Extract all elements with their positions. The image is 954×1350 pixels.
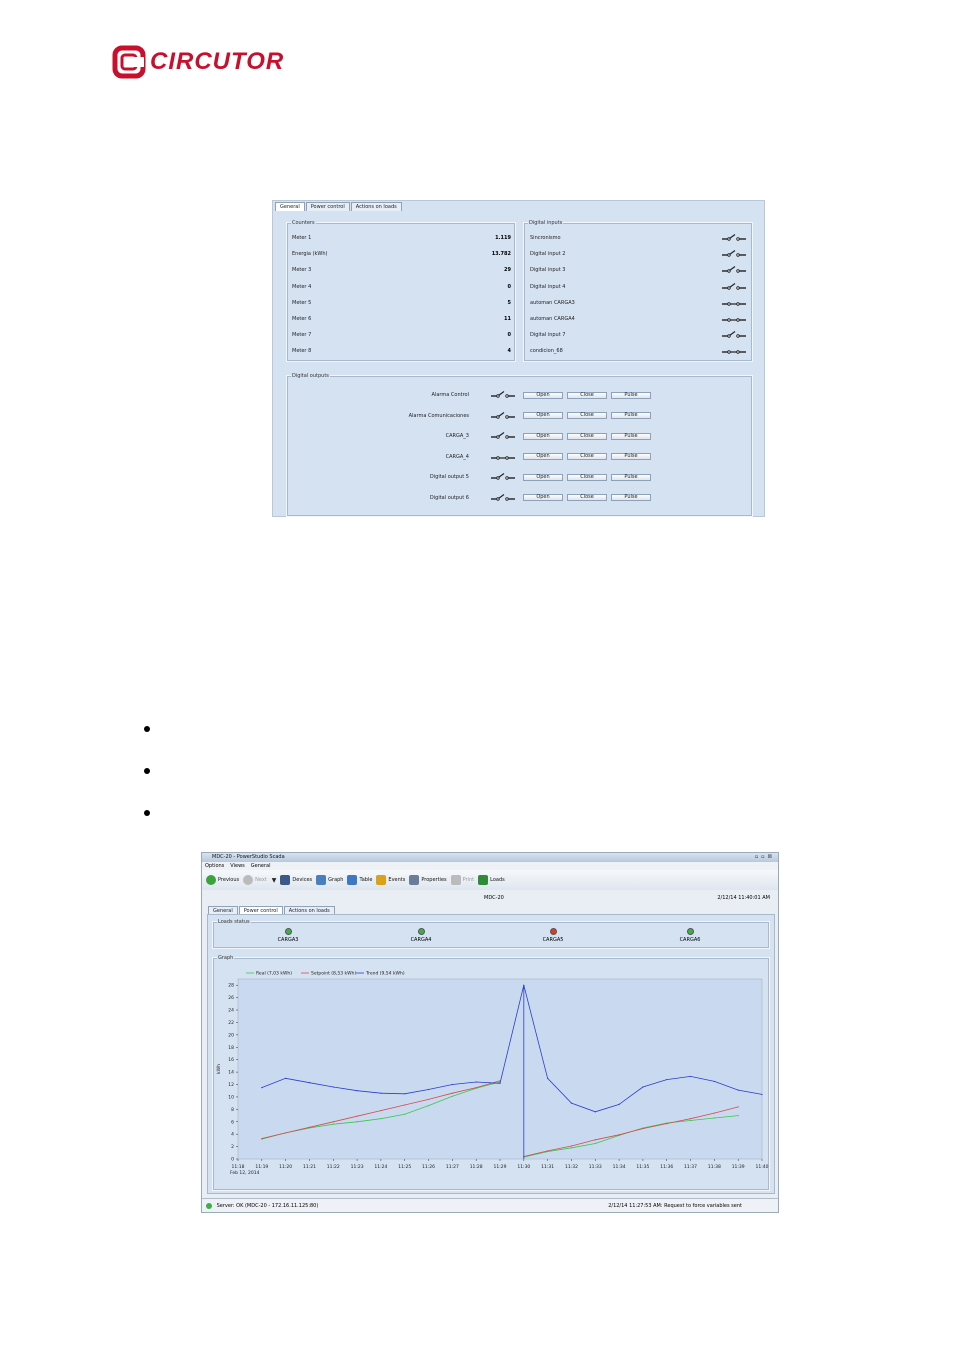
- data-point: [356, 1121, 357, 1122]
- digital-output-label: CARGA_3: [445, 433, 469, 439]
- counter-label: Meter 6: [292, 316, 312, 322]
- window-controls: [755, 853, 775, 862]
- data-point: [333, 1121, 334, 1122]
- data-point: [499, 1083, 500, 1084]
- x-tick-label: 11:19: [255, 1165, 269, 1170]
- counter-value: 4: [507, 348, 511, 355]
- data-point: [404, 1104, 405, 1105]
- graph-icon: [316, 875, 326, 885]
- y-tick-label: 0: [231, 1157, 234, 1163]
- tab-general[interactable]: General: [275, 202, 305, 211]
- counter-label: Meter 3: [292, 267, 312, 274]
- data-point: [642, 1086, 643, 1087]
- toolbar-label: Properties: [421, 877, 447, 883]
- data-point: [452, 1084, 453, 1085]
- digital-output-label: Alarma Comunicaciones: [408, 412, 469, 419]
- switch-open-icon: [722, 266, 746, 274]
- graph-title: Graph: [218, 955, 234, 961]
- circutor-logo-mark: [112, 45, 146, 79]
- server-status-text: Server: OK (MDC-20 - 172.16.11.125:80): [216, 1203, 319, 1209]
- toolbar-previous-button[interactable]: [206, 875, 239, 885]
- device-name: MDC-20: [484, 895, 504, 901]
- x-tick-label: 11:28: [469, 1165, 483, 1170]
- counters-title: Counters: [292, 220, 315, 226]
- digital-output-switch: [491, 391, 515, 399]
- load-label: CARGA3: [277, 937, 299, 943]
- digital-input-switch: [722, 266, 746, 274]
- digital-output-label: Digital output 5: [429, 474, 469, 480]
- open-button[interactable]: Open: [523, 453, 563, 460]
- data-point: [309, 1127, 310, 1128]
- y-tick-label: 20: [228, 1033, 234, 1039]
- digital-input-switch: [722, 315, 746, 323]
- tab-general[interactable]: General: [208, 906, 238, 915]
- legend-label: Real (7,03 kWh): [256, 971, 292, 977]
- data-point: [595, 1111, 596, 1112]
- y-tick-label: 24: [228, 1008, 234, 1014]
- digital-input-switch: [722, 331, 746, 339]
- green-status-led-icon: [687, 928, 694, 935]
- menu-general[interactable]: General: [250, 863, 271, 869]
- open-button[interactable]: Open: [523, 412, 563, 419]
- switch-closed-icon: [491, 453, 515, 461]
- toolbar-label: Table: [359, 877, 373, 883]
- forward-arrow-icon: [243, 875, 253, 885]
- data-point: [690, 1076, 691, 1077]
- green-status-led-icon: [285, 928, 292, 935]
- switch-open-icon: [491, 391, 515, 399]
- power-control-panel: [207, 914, 775, 1194]
- x-tick-label: 11:38: [707, 1165, 721, 1170]
- digital-input-label: Digital input 4: [530, 283, 566, 290]
- x-tick-label: 11:40: [755, 1165, 769, 1170]
- current-datetime: 2/12/14 11:40:01 AM: [717, 895, 770, 901]
- data-point: [547, 1150, 548, 1151]
- toolbar: [202, 870, 778, 890]
- load-indicator: [670, 928, 710, 943]
- y-tick-label: 12: [228, 1083, 234, 1089]
- data-point: [738, 1090, 739, 1091]
- digital-output-switch: [491, 473, 515, 481]
- data-point: [380, 1110, 381, 1111]
- data-point: [428, 1105, 429, 1106]
- menu-views[interactable]: Views: [230, 863, 245, 869]
- y-axis-label: kWh: [217, 1064, 222, 1074]
- digital-input-switch: [722, 250, 746, 258]
- circutor-logo: [112, 44, 292, 80]
- counters-group: [286, 222, 516, 362]
- x-tick-label: 11:26: [422, 1165, 436, 1170]
- bullet-point: [144, 810, 150, 816]
- maximize-icon[interactable]: ▫: [761, 854, 768, 860]
- y-tick-label: 22: [228, 1020, 234, 1026]
- toolbar-graph-button[interactable]: [316, 875, 343, 885]
- data-point: [380, 1093, 381, 1094]
- digital-inputs-title: Digital inputs: [529, 220, 563, 226]
- switch-closed-icon: [722, 347, 746, 355]
- data-point: [714, 1117, 715, 1118]
- switch-open-icon: [491, 494, 515, 502]
- digital-inputs-group: [523, 222, 753, 362]
- data-point: [571, 1145, 572, 1146]
- counter-value: 13.782: [491, 251, 511, 258]
- devices-icon: [280, 875, 290, 885]
- toolbar-next-button: [243, 875, 276, 885]
- menu-bar: [202, 862, 778, 870]
- brand-name: CIRCUTOR: [150, 48, 285, 75]
- counter-value: 0: [507, 283, 511, 290]
- digital-output-switch: [491, 432, 515, 440]
- counter-label: Meter 5: [292, 299, 312, 306]
- digital-input-switch: [722, 347, 746, 355]
- back-arrow-icon: [206, 875, 216, 885]
- data-point: [571, 1103, 572, 1104]
- tab-power-control[interactable]: Power control: [306, 202, 350, 211]
- pulse-button[interactable]: Pulse: [611, 453, 651, 460]
- x-tick-label: 11:31: [541, 1165, 555, 1170]
- data-point: [690, 1118, 691, 1119]
- pulse-button[interactable]: Pulse: [611, 412, 651, 419]
- y-tick-label: 16: [228, 1058, 234, 1064]
- data-point: [404, 1093, 405, 1094]
- digital-input-label: condicion_68: [530, 348, 563, 355]
- digital-input-label: automan CARGA4: [530, 316, 575, 322]
- close-button[interactable]: Close: [567, 392, 607, 399]
- digital-input-switch: [722, 283, 746, 291]
- data-point: [356, 1090, 357, 1091]
- counter-label: Meter 7: [292, 332, 312, 339]
- data-point: [666, 1079, 667, 1080]
- counter-value: 1.119: [495, 235, 511, 241]
- x-tick-label: 11:24: [374, 1165, 388, 1170]
- tab-actions-on-loads[interactable]: Actions on loads: [284, 906, 335, 915]
- data-point: [714, 1081, 715, 1082]
- close-button[interactable]: Close: [567, 474, 607, 481]
- data-point: [476, 1087, 477, 1088]
- y-tick-label: 4: [231, 1132, 234, 1138]
- close-button[interactable]: Close: [567, 494, 607, 501]
- menu-options[interactable]: Options: [205, 863, 225, 869]
- data-point: [285, 1078, 286, 1079]
- counter-value: 11: [504, 316, 511, 322]
- load-label: CARGA5: [542, 937, 564, 943]
- data-point: [738, 1106, 739, 1107]
- counter-label: Meter 1: [292, 235, 312, 241]
- energy-chart: [212, 963, 770, 1189]
- x-tick-label: 11:35: [636, 1165, 650, 1170]
- load-label: CARGA6: [679, 937, 701, 943]
- data-point: [666, 1123, 667, 1124]
- bullet-point: [144, 726, 150, 732]
- x-date-label: Feb 12, 2014: [230, 1171, 260, 1176]
- data-point: [333, 1086, 334, 1087]
- toolbar-events-button[interactable]: [376, 875, 405, 885]
- data-point: [261, 1087, 262, 1088]
- tab-power-control[interactable]: Power control: [239, 906, 283, 915]
- toolbar-label: Next: [255, 877, 267, 883]
- digital-outputs-title: Digital outputs: [292, 373, 329, 379]
- loads-check-icon: [478, 875, 488, 885]
- switch-open-icon: [722, 331, 746, 339]
- data-point: [618, 1134, 619, 1135]
- data-point: [428, 1089, 429, 1090]
- data-point: [476, 1081, 477, 1082]
- bullet-point: [144, 768, 150, 774]
- switch-open-icon: [722, 234, 746, 242]
- server-status-icon: [206, 1203, 212, 1209]
- y-tick-label: 14: [228, 1070, 234, 1076]
- x-tick-label: 11:22: [326, 1165, 340, 1170]
- x-tick-label: 11:20: [279, 1165, 293, 1170]
- toolbar-properties-button[interactable]: [409, 875, 446, 885]
- screenshot-general-tab: [272, 200, 765, 517]
- toolbar-label: Loads: [490, 877, 505, 883]
- digital-output-switch: [491, 412, 515, 420]
- digital-input-switch: [722, 299, 746, 307]
- open-button[interactable]: Open: [523, 433, 563, 440]
- tab-actions-on-loads[interactable]: Actions on loads: [351, 202, 402, 211]
- data-point: [452, 1093, 453, 1094]
- x-tick-label: 11:25: [398, 1165, 412, 1170]
- data-point: [333, 1124, 334, 1125]
- green-status-led-icon: [418, 928, 425, 935]
- x-tick-label: 11:23: [350, 1165, 364, 1170]
- x-tick-label: 11:21: [302, 1165, 316, 1170]
- switch-open-icon: [491, 473, 515, 481]
- toolbar-table-button[interactable]: [347, 875, 372, 885]
- legend-label: Setpoint (8,53 kWh): [311, 971, 357, 977]
- x-tick-label: 11:32: [564, 1165, 578, 1170]
- digital-outputs-group: [286, 375, 753, 517]
- x-tick-label: 11:29: [493, 1165, 507, 1170]
- data-point: [690, 1120, 691, 1121]
- open-button[interactable]: Open: [523, 474, 563, 481]
- x-tick-label: 11:33: [588, 1165, 602, 1170]
- digital-input-label: Digital input 3: [530, 267, 566, 274]
- data-point: [642, 1128, 643, 1129]
- toolbar-print-button: [451, 875, 475, 885]
- switch-closed-icon: [722, 299, 746, 307]
- digital-input-label: automan CARGA3: [530, 299, 575, 306]
- y-tick-label: 18: [228, 1045, 234, 1051]
- switch-open-icon: [491, 432, 515, 440]
- open-button[interactable]: Open: [523, 392, 563, 399]
- y-tick-label: 10: [228, 1095, 234, 1101]
- close-button[interactable]: Close: [567, 453, 607, 460]
- load-indicator: [401, 928, 441, 943]
- toolbar-loads-button[interactable]: [478, 875, 505, 885]
- counter-label: Energia (kWh): [292, 251, 328, 258]
- y-tick-label: 28: [228, 983, 234, 989]
- pulse-button[interactable]: Pulse: [611, 494, 651, 501]
- digital-input-label: Digital input 7: [530, 332, 566, 339]
- counter-label: Meter 4: [292, 283, 312, 290]
- digital-output-switch: [491, 494, 515, 502]
- close-button[interactable]: Close: [567, 433, 607, 440]
- data-point: [356, 1116, 357, 1117]
- data-point: [595, 1143, 596, 1144]
- toolbar-label: Previous: [218, 877, 240, 883]
- data-point: [380, 1118, 381, 1119]
- load-indicator: [533, 928, 573, 943]
- digital-output-label: CARGA_4: [445, 453, 469, 460]
- data-point: [547, 1078, 548, 1079]
- loads-status-title: Loads status: [218, 919, 250, 925]
- toolbar-devices-button[interactable]: [280, 875, 312, 885]
- digital-output-label: Alarma Control: [431, 392, 469, 398]
- red-status-led-icon: [550, 928, 557, 935]
- toolbar-label: Print: [462, 877, 475, 883]
- data-point: [428, 1099, 429, 1100]
- x-tick-label: 11:30: [517, 1165, 531, 1170]
- y-tick-label: 2: [231, 1145, 234, 1151]
- data-point: [738, 1115, 739, 1116]
- data-point: [285, 1132, 286, 1133]
- y-tick-label: 6: [231, 1120, 234, 1126]
- counter-value: 5: [507, 299, 511, 306]
- status-bar: [202, 1198, 778, 1212]
- toolbar-label: Events: [388, 877, 406, 883]
- data-point: [261, 1138, 262, 1139]
- data-point: [618, 1104, 619, 1105]
- plot-area: [238, 979, 762, 1159]
- window-title: MDC-20 - PowerStudio Scada: [212, 854, 285, 860]
- switch-open-icon: [491, 412, 515, 420]
- data-point: [452, 1096, 453, 1097]
- status-message: 2/12/14 11:27:53 AM: Request to force variables sent: [608, 1203, 742, 1209]
- window-titlebar: [202, 853, 778, 862]
- switch-closed-icon: [722, 315, 746, 323]
- print-icon: [451, 875, 461, 885]
- data-point: [309, 1082, 310, 1083]
- x-tick-label: 11:36: [660, 1165, 674, 1170]
- toolbar-label: Graph: [328, 877, 344, 883]
- x-tick-label: 11:27: [445, 1165, 459, 1170]
- data-point: [714, 1112, 715, 1113]
- pulse-button[interactable]: Pulse: [611, 433, 651, 440]
- legend-label: Trend (9,54 kWh): [366, 971, 405, 977]
- x-tick-label: 11:39: [731, 1165, 745, 1170]
- data-point: [761, 1094, 762, 1095]
- close-button[interactable]: Close: [567, 412, 607, 419]
- tab-bar: [275, 202, 403, 211]
- y-tick-label: 8: [231, 1107, 234, 1113]
- chevron-down-icon[interactable]: ▼: [271, 876, 277, 884]
- x-tick-label: 11:37: [684, 1165, 698, 1170]
- gears-icon: [409, 875, 419, 885]
- load-indicator: [268, 928, 308, 943]
- data-point: [595, 1139, 596, 1140]
- open-button[interactable]: Open: [523, 494, 563, 501]
- minimize-icon[interactable]: ▫: [754, 854, 762, 860]
- counter-value: 29: [504, 267, 511, 274]
- events-icon: [376, 875, 386, 885]
- switch-open-icon: [722, 250, 746, 258]
- x-tick-label: 11:34: [612, 1165, 626, 1170]
- x-tick-label: 11:18: [231, 1165, 245, 1170]
- data-point: [571, 1147, 572, 1148]
- digital-input-label: Sincronismo: [530, 235, 561, 241]
- close-icon[interactable]: ☒: [767, 854, 775, 860]
- counter-label: Meter 8: [292, 348, 312, 355]
- digital-output-label: Digital output 6: [429, 494, 469, 501]
- digital-input-label: Digital input 2: [530, 251, 566, 258]
- data-point: [404, 1114, 405, 1115]
- digital-input-switch: [722, 234, 746, 242]
- y-tick-label: 26: [228, 996, 234, 1002]
- digital-output-switch: [491, 453, 515, 461]
- table-icon: [347, 875, 357, 885]
- toolbar-label: Devices: [292, 877, 313, 883]
- switch-open-icon: [722, 283, 746, 291]
- screenshot-power-control: [201, 852, 779, 1213]
- pulse-button[interactable]: Pulse: [611, 392, 651, 399]
- load-label: CARGA4: [410, 937, 432, 943]
- pulse-button[interactable]: Pulse: [611, 474, 651, 481]
- counter-value: 0: [507, 332, 511, 339]
